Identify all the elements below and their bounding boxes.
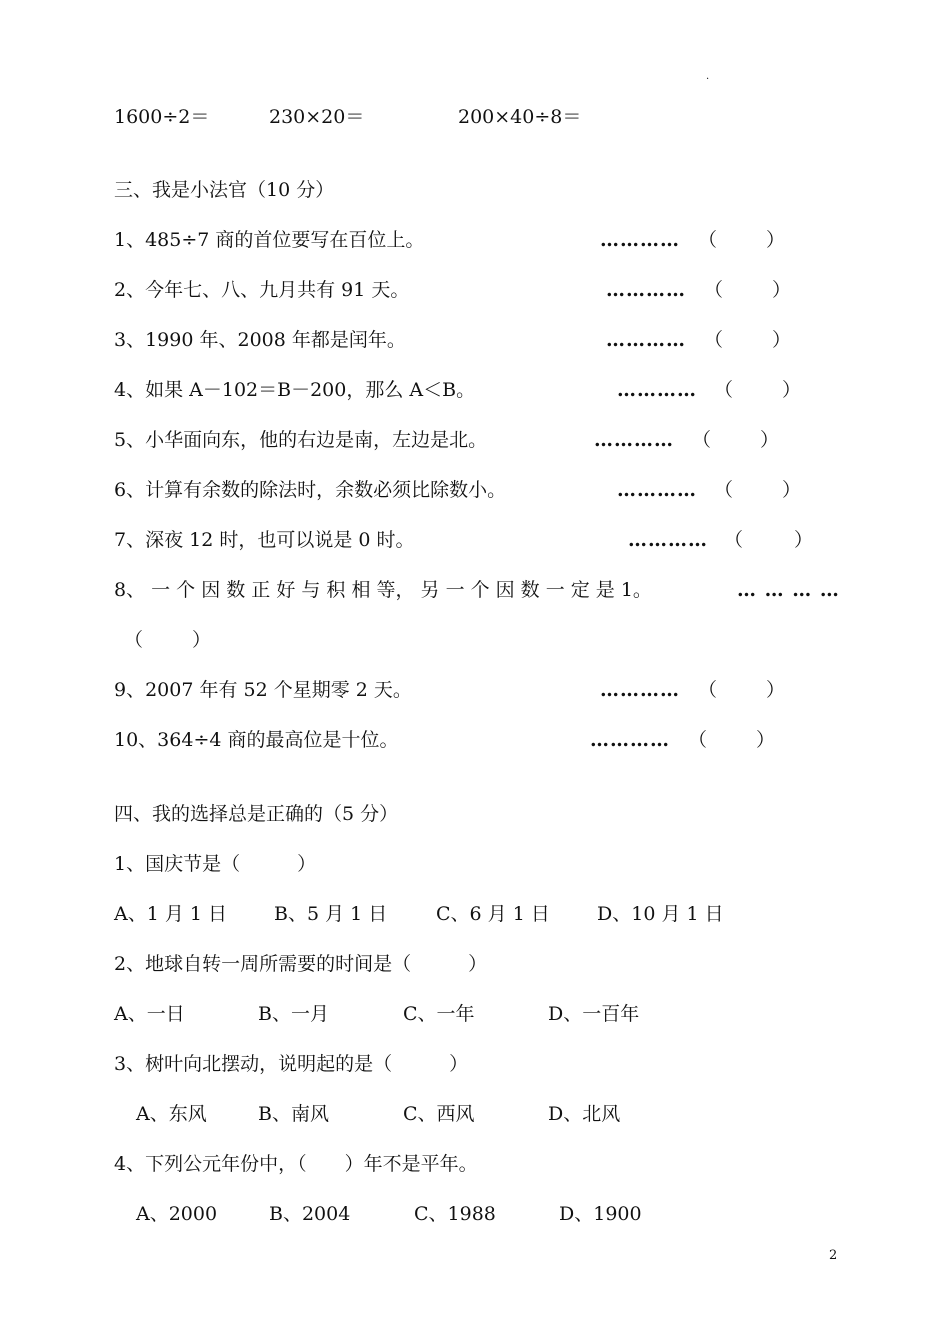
judge-dots-5: …………: [594, 429, 674, 451]
judge-dots-10: …………: [590, 729, 670, 751]
judge-paren-left-10[interactable]: （: [688, 729, 708, 751]
calc-item-1: 1600÷2＝: [114, 106, 210, 128]
choice-q2-option-c[interactable]: C、一年: [403, 1003, 475, 1025]
judge-dots-9: …………: [600, 679, 680, 701]
judge-item-2: 2、今年七、八、九月共有 91 天。: [114, 279, 410, 301]
judge-paren-right-3: ）: [772, 329, 792, 351]
judge-dots-2: …………: [606, 279, 686, 301]
judge-item-6: 6、计算有余数的除法时，余数必须比除数小。: [114, 479, 507, 501]
judge-paren-right-4: ）: [782, 379, 802, 401]
choice-q4-option-c[interactable]: C、1988: [414, 1203, 496, 1225]
choice-q1-option-a[interactable]: A、1 月 1 日: [114, 903, 228, 925]
judge-dots-8: … … … …: [737, 579, 840, 601]
choice-question-4: 4、下列公元年份中，（ ）年不是平年。: [114, 1153, 478, 1175]
judge-item-10: 10、364÷4 商的最高位是十位。: [114, 729, 399, 751]
judge-paren-left-9[interactable]: （: [698, 679, 718, 701]
judge-dots-6: …………: [617, 479, 697, 501]
judge-paren-right-2: ）: [772, 279, 792, 301]
choice-q2-option-d[interactable]: D、一百年: [548, 1003, 640, 1025]
judge-paren-right-6: ）: [782, 479, 802, 501]
judge-dots-4: …………: [617, 379, 697, 401]
header-mark: .: [706, 71, 710, 82]
calc-item-3: 200×40÷8＝: [458, 106, 582, 128]
choice-q2-option-a[interactable]: A、一日: [114, 1003, 185, 1025]
choice-q3-option-d[interactable]: D、北风: [548, 1103, 621, 1125]
judge-dots-7: …………: [628, 529, 708, 551]
choice-q4-option-b[interactable]: B、2004: [269, 1203, 351, 1225]
judge-item-7: 7、深夜 12 时，也可以说是 0 时。: [114, 529, 415, 551]
judge-paren-right-1: ）: [766, 229, 786, 251]
judge-paren-right-5: ）: [760, 429, 780, 451]
choice-q4-option-a[interactable]: A、2000: [136, 1203, 218, 1225]
judge-item-8: 8、 一 个 因 数 正 好 与 积 相 等， 另 一 个 因 数 一 定 是 1。: [114, 579, 652, 601]
choice-q4-option-d[interactable]: D、1900: [559, 1203, 642, 1225]
judge-paren-left-4[interactable]: （: [714, 379, 734, 401]
choice-q3-option-c[interactable]: C、西风: [403, 1103, 475, 1125]
choice-q3-option-b[interactable]: B、南风: [258, 1103, 329, 1125]
calc-item-2: 230×20＝: [269, 106, 365, 128]
choice-q1-option-b[interactable]: B、5 月 1 日: [274, 903, 388, 925]
judge-paren-left-7[interactable]: （: [724, 529, 744, 551]
section4-title: 四、我的选择总是正确的（5 分）: [114, 803, 399, 825]
judge-dots-1: …………: [600, 229, 680, 251]
judge-dots-3: …………: [606, 329, 686, 351]
judge-paren-left-2[interactable]: （: [704, 279, 724, 301]
judge-paren-right-7: ）: [794, 529, 814, 551]
choice-question-3: 3、树叶向北摆动，说明起的是（ ）: [114, 1053, 469, 1075]
judge-paren-left-1[interactable]: （: [698, 229, 718, 251]
judge-paren-left-8[interactable]: （: [124, 629, 144, 651]
choice-question-1: 1、国庆节是（ ）: [114, 853, 317, 875]
choice-q3-option-a[interactable]: A、东风: [136, 1103, 207, 1125]
judge-item-4: 4、如果 A－102＝B－200，那么 A＜B。: [114, 379, 476, 401]
judge-paren-left-3[interactable]: （: [704, 329, 724, 351]
judge-item-1: 1、485÷7 商的首位要写在百位上。: [114, 229, 425, 251]
judge-paren-left-5[interactable]: （: [692, 429, 712, 451]
section3-title: 三、我是小法官（10 分）: [114, 179, 335, 201]
judge-paren-right-8: ）: [192, 629, 212, 651]
judge-item-9: 9、2007 年有 52 个星期零 2 天。: [114, 679, 412, 701]
choice-q1-option-d[interactable]: D、10 月 1 日: [597, 903, 724, 925]
judge-paren-right-10: ）: [756, 729, 776, 751]
judge-paren-right-9: ）: [766, 679, 786, 701]
judge-item-3: 3、1990 年、2008 年都是闰年。: [114, 329, 406, 351]
choice-q1-option-c[interactable]: C、6 月 1 日: [436, 903, 550, 925]
page-number: 2: [829, 1248, 838, 1263]
judge-paren-left-6[interactable]: （: [714, 479, 734, 501]
choice-question-2: 2、地球自转一周所需要的时间是（ ）: [114, 953, 488, 975]
judge-item-5: 5、小华面向东，他的右边是南，左边是北。: [114, 429, 488, 451]
choice-q2-option-b[interactable]: B、一月: [258, 1003, 329, 1025]
